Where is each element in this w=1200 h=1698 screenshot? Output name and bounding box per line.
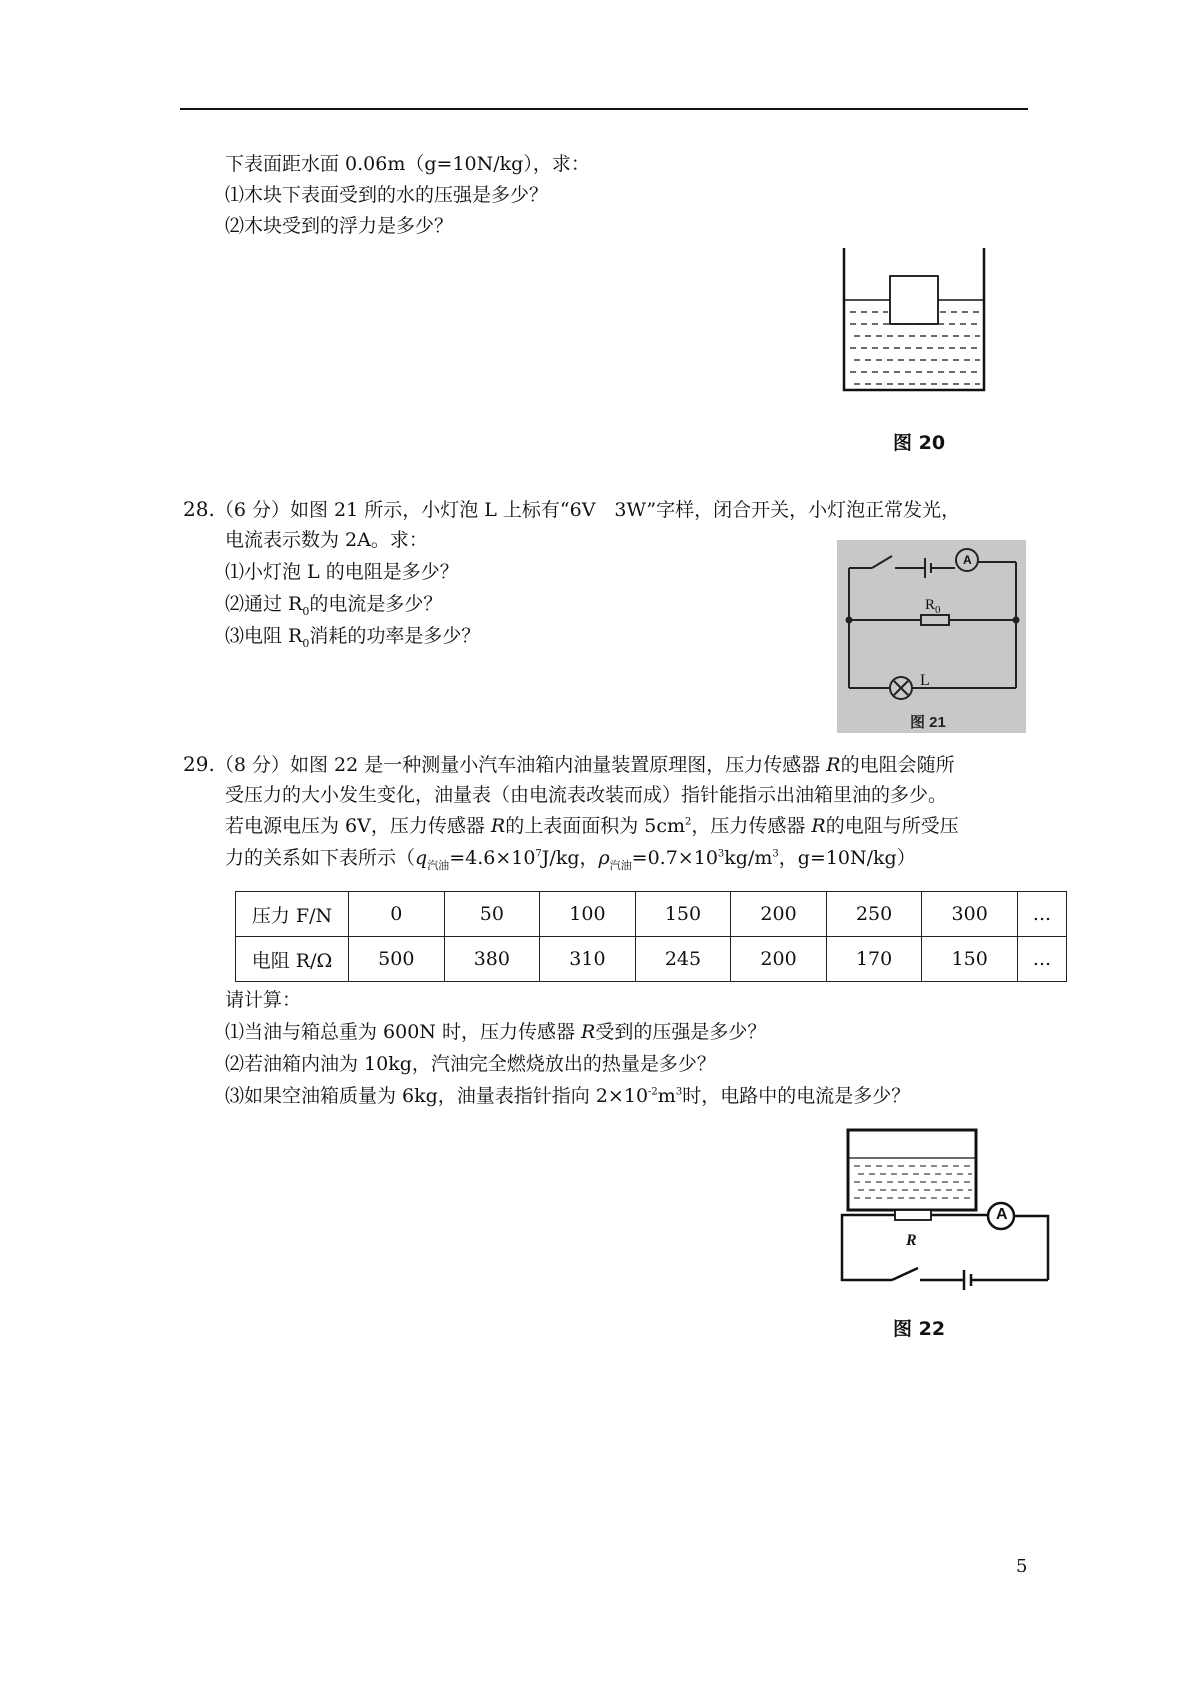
table-cell: 50	[444, 892, 540, 937]
table-header-cell: 电阻 R/Ω	[236, 937, 349, 982]
table-cell: 380	[444, 937, 540, 982]
table-cell: 170	[826, 937, 922, 982]
q27-line1: 下表面距水面 0.06m（g=10N/kg），求：	[225, 153, 590, 175]
q29-line2: 受压力的大小发生变化，油量表（由电流表改装而成）指针能指示出油箱里油的多少。	[225, 784, 948, 806]
q28-part3: ⑶电阻 $R_0$消耗的功率是多少？	[225, 625, 481, 650]
figure-22-resistor-label: R	[906, 1232, 917, 1249]
q27-part2: ⑵木块受到的浮力是多少？	[225, 215, 454, 237]
q29-number: 29.	[183, 752, 215, 776]
figure-21-lamp-label: L	[920, 672, 930, 689]
q29-line4: 力的关系如下表所示（$q_{汽油}=4.6\times 10^7J/kg$，$\rho_{汽油}=0.7\times 10^3kg/m^3$，g=10N/kg）	[225, 847, 916, 872]
table-cell: 200	[731, 892, 827, 937]
q27-part1: ⑴木块下表面受到的水的压强是多少？	[225, 184, 549, 206]
header-rule	[180, 108, 1028, 110]
figure-21-ammeter-label: A	[963, 553, 972, 567]
figure-20-caption: 图 20	[893, 432, 946, 454]
table-cell: 500	[349, 937, 445, 982]
figure-20-beaker-diagram	[840, 248, 990, 394]
table-row	[236, 892, 1067, 937]
q28-line2: 电流表示数为 2A。求：	[225, 529, 428, 551]
table-header-cell: 压力 F/N	[236, 892, 349, 937]
q28-number: 28.	[183, 497, 215, 521]
table-cell: 250	[826, 892, 922, 937]
q29-request: 请计算：	[225, 989, 302, 1011]
page-number: 5	[1016, 1556, 1028, 1577]
pressure-resistance-table	[235, 891, 1067, 982]
q29-line3: 若电源电压为 6V，压力传感器 R的上表面面积为 $5cm^2$，压力传感器 R的电阻与所受压	[225, 815, 959, 837]
figure-22-caption: 图 22	[893, 1318, 946, 1340]
figure-21-resistor-label: $R_0$	[925, 597, 941, 616]
q28-line1: 28.（6 分）如图 21 所示，小灯泡 L 上标有“6V 3W”字样，闭合开关，小灯泡正常发光，	[183, 497, 961, 521]
table-cell: 100	[540, 892, 636, 937]
table-cell: ...	[1017, 937, 1066, 982]
q29-part2: ⑵若油箱内油为 10kg，汽油完全燃烧放出的热量是多少？	[225, 1053, 716, 1075]
q28-part1: ⑴小灯泡 L 的电阻是多少？	[225, 561, 459, 583]
figure-22-ammeter-label: A	[996, 1206, 1008, 1223]
q29-line1: 29.（8 分）如图 22 是一种测量小汽车油箱内油量装置原理图，压力传感器 R的电阻会随所	[183, 752, 955, 776]
table-cell: 245	[635, 937, 731, 982]
figure-21-circuit-diagram	[837, 540, 1026, 733]
q29-part3: ⑶如果空油箱质量为 6kg，油量表指针指向 $2\times 10^{-2}m^3$时，电路中的电流是多少？	[225, 1085, 911, 1107]
table-cell: 150	[922, 937, 1018, 982]
q28-part2: ⑵通过 $R_0$的电流是多少？	[225, 593, 443, 618]
table-cell: ...	[1017, 892, 1066, 937]
table-cell: 300	[922, 892, 1018, 937]
figure-22-fuel-tank-circuit	[840, 1128, 1052, 1294]
table-cell: 150	[635, 892, 731, 937]
table-cell: 310	[540, 937, 636, 982]
table-row	[236, 937, 1067, 982]
figure-21-caption: 图 21	[910, 714, 946, 731]
table-cell: 200	[731, 937, 827, 982]
table-cell: 0	[349, 892, 445, 937]
q29-part1: ⑴当油与箱总重为 600N 时，压力传感器 R受到的压强是多少？	[225, 1021, 767, 1043]
